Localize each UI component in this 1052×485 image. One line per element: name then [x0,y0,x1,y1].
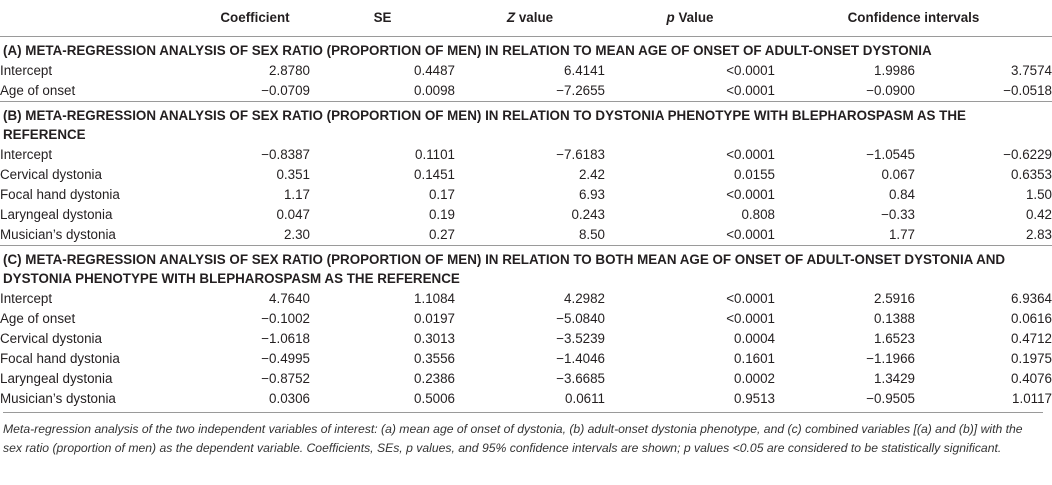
cell-label: Focal hand dystonia [0,351,120,366]
cell-coefficient: −0.1002 [261,311,310,326]
header-blank [0,0,200,37]
header-p-value [605,0,775,37]
cell-coefficient: −1.0618 [261,331,310,346]
cell-se: 0.4487 [414,63,455,78]
section-title: (A) META-REGRESSION ANALYSIS OF SEX RATIO (PROPORTION OF MEN) IN RELATION TO MEAN AGE OF ONSET OF ADULT-ONSET DYSTONIA [3,43,932,58]
section-header-row [0,246,1052,290]
table-row [0,389,1052,409]
cell-se: 0.27 [428,227,455,242]
header-z-value [455,0,605,37]
cell-coefficient: 1.17 [283,187,310,202]
cell-coefficient: 0.0306 [269,391,310,406]
cell-ci-high: 0.42 [1025,207,1052,222]
cell-label: Intercept [0,147,53,162]
cell-se: 0.2386 [414,371,455,386]
section-header-row [0,102,1052,146]
section-title: (B) META-REGRESSION ANALYSIS OF SEX RATIO (PROPORTION OF MEN) IN RELATION TO DYSTONIA PHENOTYPE WITH BLEPHAROSPASM AS THE REFERENCE [0,102,1052,146]
cell-ci-high: 2.83 [1025,227,1052,242]
cell-p-value: <0.0001 [726,147,775,162]
cell-ci-low: 0.067 [881,167,915,182]
cell-ci-high: 1.50 [1025,187,1052,202]
table-body [0,37,1052,410]
cell-coefficient: 0.351 [276,167,310,182]
cell-ci-high: 0.4712 [1011,331,1052,346]
cell-ci-high: 1.0117 [1012,391,1052,406]
cell-z-value: 2.42 [578,167,605,182]
cell-se: 0.5006 [414,391,455,406]
cell-label: Musician’s dystonia [0,227,116,242]
cell-se: 0.1101 [415,147,455,162]
cell-p-value: 0.0004 [734,331,775,346]
cell-z-value: −7.2655 [556,83,605,98]
cell-ci-high: −0.6229 [1003,147,1052,162]
cell-label: Cervical dystonia [0,167,102,182]
cell-coefficient: 4.7640 [269,291,310,306]
cell-p-value: 0.808 [741,207,775,222]
table-row [0,329,1052,349]
cell-p-value: 0.1601 [734,351,775,366]
cell-z-value: 4.2982 [564,291,605,306]
header-z-rest: value [515,10,554,25]
cell-z-value: 6.93 [578,187,605,202]
table-row [0,225,1052,246]
cell-z-value: 0.0611 [565,391,605,406]
cell-se: 1.1084 [414,291,455,306]
cell-label: Musician’s dystonia [0,391,116,406]
header-confidence-intervals: Confidence intervals [775,0,1052,37]
cell-coefficient: −0.8752 [261,371,310,386]
cell-ci-high: 0.1975 [1011,351,1052,366]
cell-coefficient: −0.0709 [261,83,310,98]
cell-z-value: 8.50 [578,227,605,242]
cell-p-value: <0.0001 [726,63,775,78]
cell-se: 0.17 [428,187,455,202]
table-row [0,185,1052,205]
cell-ci-low: 2.5916 [874,291,915,306]
table-row [0,61,1052,81]
cell-label: Laryngeal dystonia [0,371,113,386]
cell-label: Laryngeal dystonia [0,207,113,222]
table-row [0,145,1052,165]
cell-ci-low: −1.1966 [866,351,915,366]
cell-z-value: −1.4046 [556,351,605,366]
cell-ci-low: −1.0545 [866,147,915,162]
cell-z-value: −7.6183 [556,147,605,162]
cell-label: Intercept [0,291,53,306]
header-p-rest: Value [674,10,714,25]
cell-ci-low: 1.3429 [874,371,915,386]
header-coefficient: Coefficient [200,0,310,37]
table-row [0,289,1052,309]
cell-se: 0.19 [428,207,455,222]
cell-se: 0.0098 [414,83,455,98]
cell-se: 0.1451 [414,167,455,182]
cell-p-value: <0.0001 [726,187,775,202]
cell-ci-high: 6.9364 [1011,291,1052,306]
cell-label: Intercept [0,63,53,78]
cell-coefficient: −0.8387 [261,147,310,162]
cell-se: 0.3013 [414,331,455,346]
table-row [0,81,1052,102]
table-row [0,205,1052,225]
cell-se: 0.3556 [414,351,455,366]
cell-z-value: −5.0840 [556,311,605,326]
cell-coefficient: 0.047 [276,207,310,222]
section-header-row [0,37,1052,62]
cell-ci-high: 0.6353 [1011,167,1052,182]
cell-coefficient: −0.4995 [261,351,310,366]
cell-p-value: <0.0001 [726,227,775,242]
cell-z-value: −3.5239 [556,331,605,346]
cell-coefficient: 2.8780 [269,63,310,78]
header-p-italic: p [666,10,675,25]
table-header [0,0,1052,37]
cell-ci-low: 1.9986 [874,63,915,78]
cell-p-value: <0.0001 [726,291,775,306]
header-z-italic: Z [506,10,516,25]
cell-z-value: −3.6685 [556,371,605,386]
cell-label: Focal hand dystonia [0,187,120,202]
cell-label: Cervical dystonia [0,331,102,346]
cell-ci-high: 0.0616 [1011,311,1052,326]
table-row [0,309,1052,329]
cell-ci-low: 0.1388 [874,311,915,326]
cell-ci-low: 0.84 [888,187,915,202]
cell-z-value: 0.243 [571,207,605,222]
section-title: (C) META-REGRESSION ANALYSIS OF SEX RATIO (PROPORTION OF MEN) IN RELATION TO BOTH MEAN AGE OF ONSET OF ADULT-ONSET DYSTONIA AND DYSTONIA PHENOTYPE WITH BLEPHAROSPASM AS THE REFERENCE [0,246,1052,290]
cell-ci-low: −0.33 [881,207,915,222]
cell-p-value: 0.0002 [734,371,775,386]
cell-z-value: 6.4141 [564,63,605,78]
cell-p-value: <0.0001 [726,83,775,98]
cell-ci-high: −0.0518 [1003,83,1052,98]
cell-p-value: 0.9513 [734,391,775,406]
cell-ci-high: 0.4076 [1011,371,1052,386]
cell-p-value: 0.0155 [734,167,775,182]
cell-coefficient: 2.30 [283,227,310,242]
cell-label: Age of onset [0,311,76,326]
cell-label: Age of onset [0,83,76,98]
table-row [0,369,1052,389]
header-se: SE [310,0,455,37]
cell-p-value: <0.0001 [726,311,775,326]
cell-ci-low: −0.0900 [866,83,915,98]
cell-ci-low: −0.9505 [866,391,915,406]
cell-ci-high: 3.7574 [1011,63,1052,78]
table-row [0,165,1052,185]
cell-ci-low: 1.77 [888,227,915,242]
table-row [0,349,1052,369]
table-footnote: Meta-regression analysis of the two independent variables of interest: (a) mean age of onset of dystonia, (b) adult-onset dystonia phenotype, and (c) combined variables [(a) and (b)] with the sex ratio (proportion of men) as the dependent variable. Coefficients, SEs, p values, and 95% confidence intervals are shown; p values <0.05 are considered to be statistically significant. [3,412,1043,458]
cell-se: 0.0197 [414,311,455,326]
cell-ci-low: 1.6523 [874,331,915,346]
